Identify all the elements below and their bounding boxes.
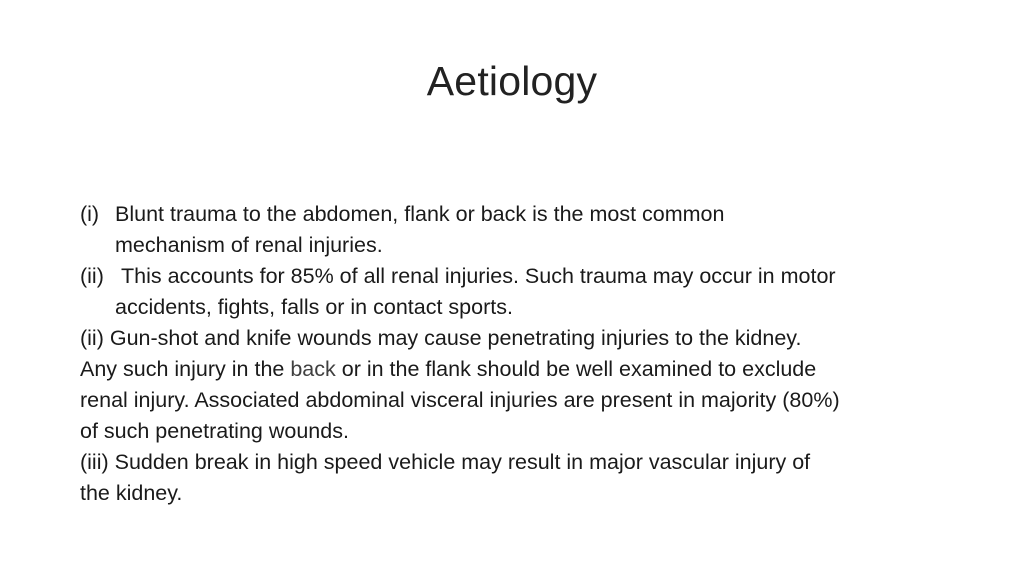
paragraph-penetrating-injuries: [80, 323, 840, 447]
slide-content: [80, 199, 840, 509]
paragraph-text-end: or in the flank should be well examined to exclude renal injury. Associated abdominal visceral injuries are present in majority (80%) of such penetrating wounds.: [80, 357, 840, 443]
slide-title: Aetiology: [426, 58, 598, 104]
list-item-number: (ii): [80, 264, 104, 288]
list-item-text: Blunt trauma to the abdomen, flank or back is the most common mechanism of renal injuries.: [115, 202, 725, 257]
highlighted-word: back: [290, 357, 336, 381]
list-item-ii: [80, 261, 840, 323]
list-item-text: This accounts for 85% of all renal injuries. Such trauma may occur in motor accidents, fights, falls or in contact sports.: [115, 264, 842, 319]
list-item-i: [80, 199, 840, 261]
list-item-number: (i): [80, 202, 100, 226]
paragraph-text-start: (ii) Gun-shot and knife wounds may cause penetrating injuries to the kidney. Any such injury in the: [80, 326, 802, 381]
paragraph-vascular-injury: (iii) Sudden break in high speed vehicle may result in major vascular injury of the kidney.: [80, 450, 811, 505]
